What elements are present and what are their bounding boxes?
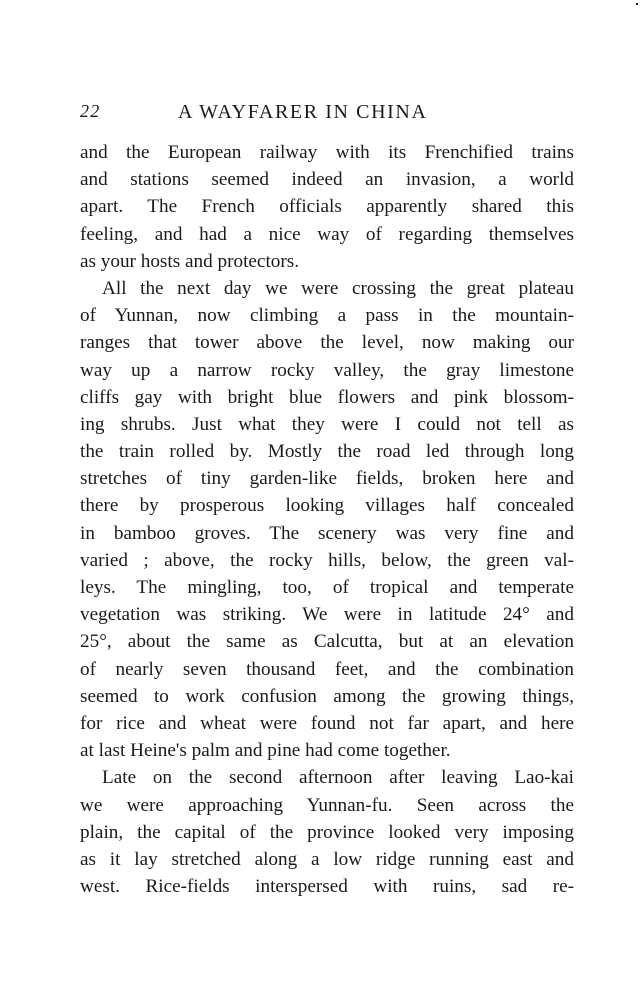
- text-line: at last Heine's palm and pine had come together.: [80, 740, 451, 762]
- text-line: seemed to work confusion among the growing things,: [80, 685, 574, 707]
- text-line: west. Rice-fields interspersed with ruins, sad re-: [80, 876, 574, 898]
- text-line: as your hosts and protectors.: [80, 250, 300, 272]
- text-line: and stations seemed indeed an invasion, a world: [80, 169, 574, 191]
- text-line: ranges that tower above the level, now making our: [80, 332, 574, 354]
- text-line: 25°, about the same as Calcutta, but at an elevation: [80, 631, 574, 653]
- text-line: of Yunnan, now climbing a pass in the mountain-: [80, 305, 574, 327]
- text-line: for rice and wheat were found not far apart, and here: [80, 712, 574, 734]
- text-line: ing shrubs. Just what they were I could not tell as: [80, 413, 574, 435]
- text-line: feeling, and had a nice way of regarding themselves: [80, 223, 574, 245]
- text-line: we were approaching Yunnan-fu. Seen across the: [80, 794, 574, 816]
- text-line: leys. The mingling, too, of tropical and temperate: [80, 577, 574, 598]
- text-line: the train rolled by. Mostly the road led through long: [80, 441, 574, 463]
- text-line: plain, the capital of the province looked very imposing: [80, 821, 574, 843]
- text-line: in bamboo groves. The scenery was very fine and: [80, 522, 574, 544]
- text-line: cliffs gay with bright blue flowers and pink blossom-: [80, 386, 574, 408]
- text-line: Late on the second afternoon after leaving Lao-kai: [102, 767, 574, 789]
- page-number: 22: [80, 101, 101, 121]
- text-line: stretches of tiny garden-like fields, broken here and: [80, 468, 574, 490]
- text-line: All the next day we were crossing the great plateau: [102, 277, 574, 299]
- running-head-title: A WAYFARER IN CHINA: [178, 101, 428, 123]
- text-line: of nearly seven thousand feet, and the combination: [80, 658, 574, 680]
- text-line: way up a narrow rocky valley, the gray limestone: [80, 359, 574, 381]
- text-line: there by prosperous looking villages half concealed: [80, 495, 574, 517]
- text-line: varied ; above, the rocky hills, below, the green val-: [80, 549, 574, 571]
- text-line: apart. The French officials apparently shared this: [80, 196, 574, 218]
- text-line: as it lay stretched along a low ridge running east and: [80, 848, 574, 870]
- text-line: vegetation was striking. We were in latitude 24° and: [80, 604, 574, 626]
- scan-speck: [636, 3, 638, 5]
- body-text: [80, 139, 574, 900]
- page-header: [80, 101, 574, 131]
- text-line: and the European railway with its Frenchified trains: [80, 142, 574, 163]
